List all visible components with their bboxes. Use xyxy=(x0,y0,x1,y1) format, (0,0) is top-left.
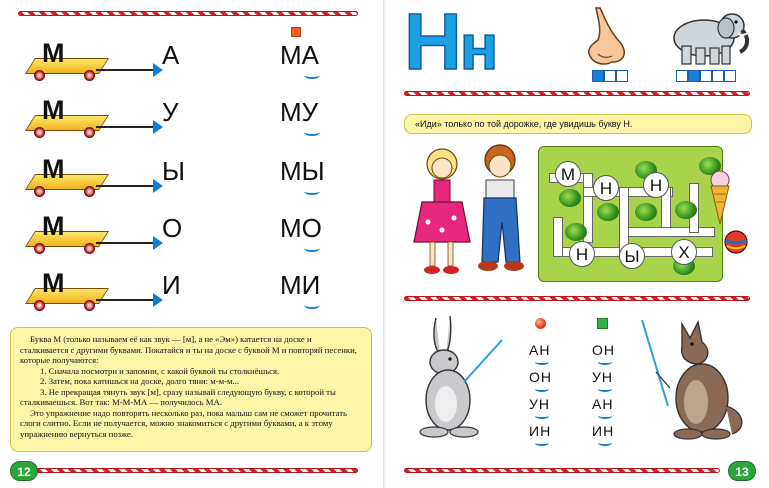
paragraph: Это упражнение надо повторять несколько раз, пока малыш сам не сможет прочитать слоги слитно. Если не получается, можно знакомиться с другими буквами, а к этому упражнению вернуться позже. xyxy=(20,407,348,439)
syllable-item: ИН xyxy=(529,423,552,450)
syllable-item: АН xyxy=(529,342,552,369)
blend-arc xyxy=(304,72,320,79)
ice-cream-icon xyxy=(708,170,734,226)
consonant-letter: М xyxy=(42,268,65,298)
page-number: 12 xyxy=(10,461,38,481)
syllable-item: ОН xyxy=(529,369,552,396)
maze-path xyxy=(619,227,715,237)
bush-icon xyxy=(635,203,657,221)
syllable-item: ОН xyxy=(592,342,615,369)
paragraph: 2. Затем, пока катишься на доске, долго тяни: м-м-м... xyxy=(40,376,240,386)
top-stripe-border xyxy=(404,91,750,96)
bottom-stripe-border xyxy=(36,468,358,473)
maze-letter: Н xyxy=(643,172,669,198)
bush-icon xyxy=(565,223,587,241)
blend-arc xyxy=(304,302,320,309)
blend-arc xyxy=(304,129,320,136)
bottom-stripe-border xyxy=(404,468,720,473)
children-illustration xyxy=(408,142,548,292)
nose-icon xyxy=(582,6,632,68)
orange-square-marker xyxy=(291,27,301,37)
maze-letter: Н xyxy=(593,175,619,201)
vowel-letter: А xyxy=(162,40,180,70)
syllable: МЫ xyxy=(280,156,325,186)
syllable-row-4 xyxy=(22,211,352,257)
red-dot-marker xyxy=(535,318,546,329)
bush-icon xyxy=(597,203,619,221)
syllable-row-5 xyxy=(22,268,352,314)
left-page xyxy=(0,0,384,488)
big-letter-heading xyxy=(404,2,496,87)
syllable-column-right xyxy=(592,342,615,450)
syllable-row-2 xyxy=(22,95,352,141)
blend-arc xyxy=(304,245,320,252)
syllable-row-1 xyxy=(22,38,352,84)
sound-scheme-nose xyxy=(592,70,628,82)
syllable-item: АН xyxy=(592,396,615,423)
maze-letter: М xyxy=(555,161,581,187)
page-number: 13 xyxy=(728,461,756,481)
big-letter-lower: н xyxy=(459,11,497,83)
instructions-textbox xyxy=(10,327,372,452)
elephant-icon xyxy=(664,8,754,68)
top-stripe-border xyxy=(18,11,358,16)
sound-scheme-elephant xyxy=(676,70,736,82)
green-square-marker xyxy=(597,318,608,329)
syllable-item: ИН xyxy=(592,423,615,450)
maze-letter: Н xyxy=(569,241,595,267)
maze-path xyxy=(553,217,563,257)
paragraph: Буква М (только называем её как звук — [м], а не «Эм») катается на доске и сталкивается с другими буквами. Покатайся и ты на доске с буквой М и повторяй песенки, которые получаются: xyxy=(20,334,357,365)
syllable: МУ xyxy=(280,97,319,127)
syllable-row-3 xyxy=(22,154,352,200)
wolf-illustration xyxy=(642,316,752,441)
bush-icon xyxy=(675,201,697,219)
paragraph: 1. Сначала посмотри и запомни, с какой буквой ты столкнёшься. xyxy=(40,365,280,376)
vowel-letter: О xyxy=(162,213,183,243)
syllable: МА xyxy=(280,40,319,70)
vowel-letter: Ы xyxy=(162,156,186,186)
syllable-item: УН xyxy=(529,396,552,423)
maze-instruction: «Иди» только по той дорожке, где увидишь букву Н. xyxy=(404,114,752,134)
blend-arc xyxy=(304,188,320,195)
consonant-letter: М xyxy=(42,211,65,241)
paragraph: 3. Не прекращая тянуть звук [м], сразу называй следующую букву, с которой ты сталкиваешься. Вот так: М-М-МА — получилось МА. xyxy=(20,386,336,407)
hare-illustration xyxy=(406,314,506,439)
vowel-letter: И xyxy=(162,270,181,300)
syllable-item: УН xyxy=(592,369,615,396)
syllable: МИ xyxy=(280,270,321,300)
maze-letter: Ы xyxy=(619,243,645,269)
consonant-letter: М xyxy=(42,154,65,184)
mid-stripe-border xyxy=(404,296,750,301)
syllable-column-left xyxy=(529,342,552,450)
ball-icon xyxy=(724,230,748,254)
letter-maze xyxy=(538,146,723,282)
maze-letter: Х xyxy=(671,239,697,265)
consonant-letter: М xyxy=(42,38,65,68)
consonant-letter: М xyxy=(42,95,65,125)
big-letter-upper: Н xyxy=(404,0,460,86)
right-page xyxy=(386,0,769,488)
vowel-letter: У xyxy=(162,97,179,127)
syllable: МО xyxy=(280,213,322,243)
bush-icon xyxy=(559,189,581,207)
